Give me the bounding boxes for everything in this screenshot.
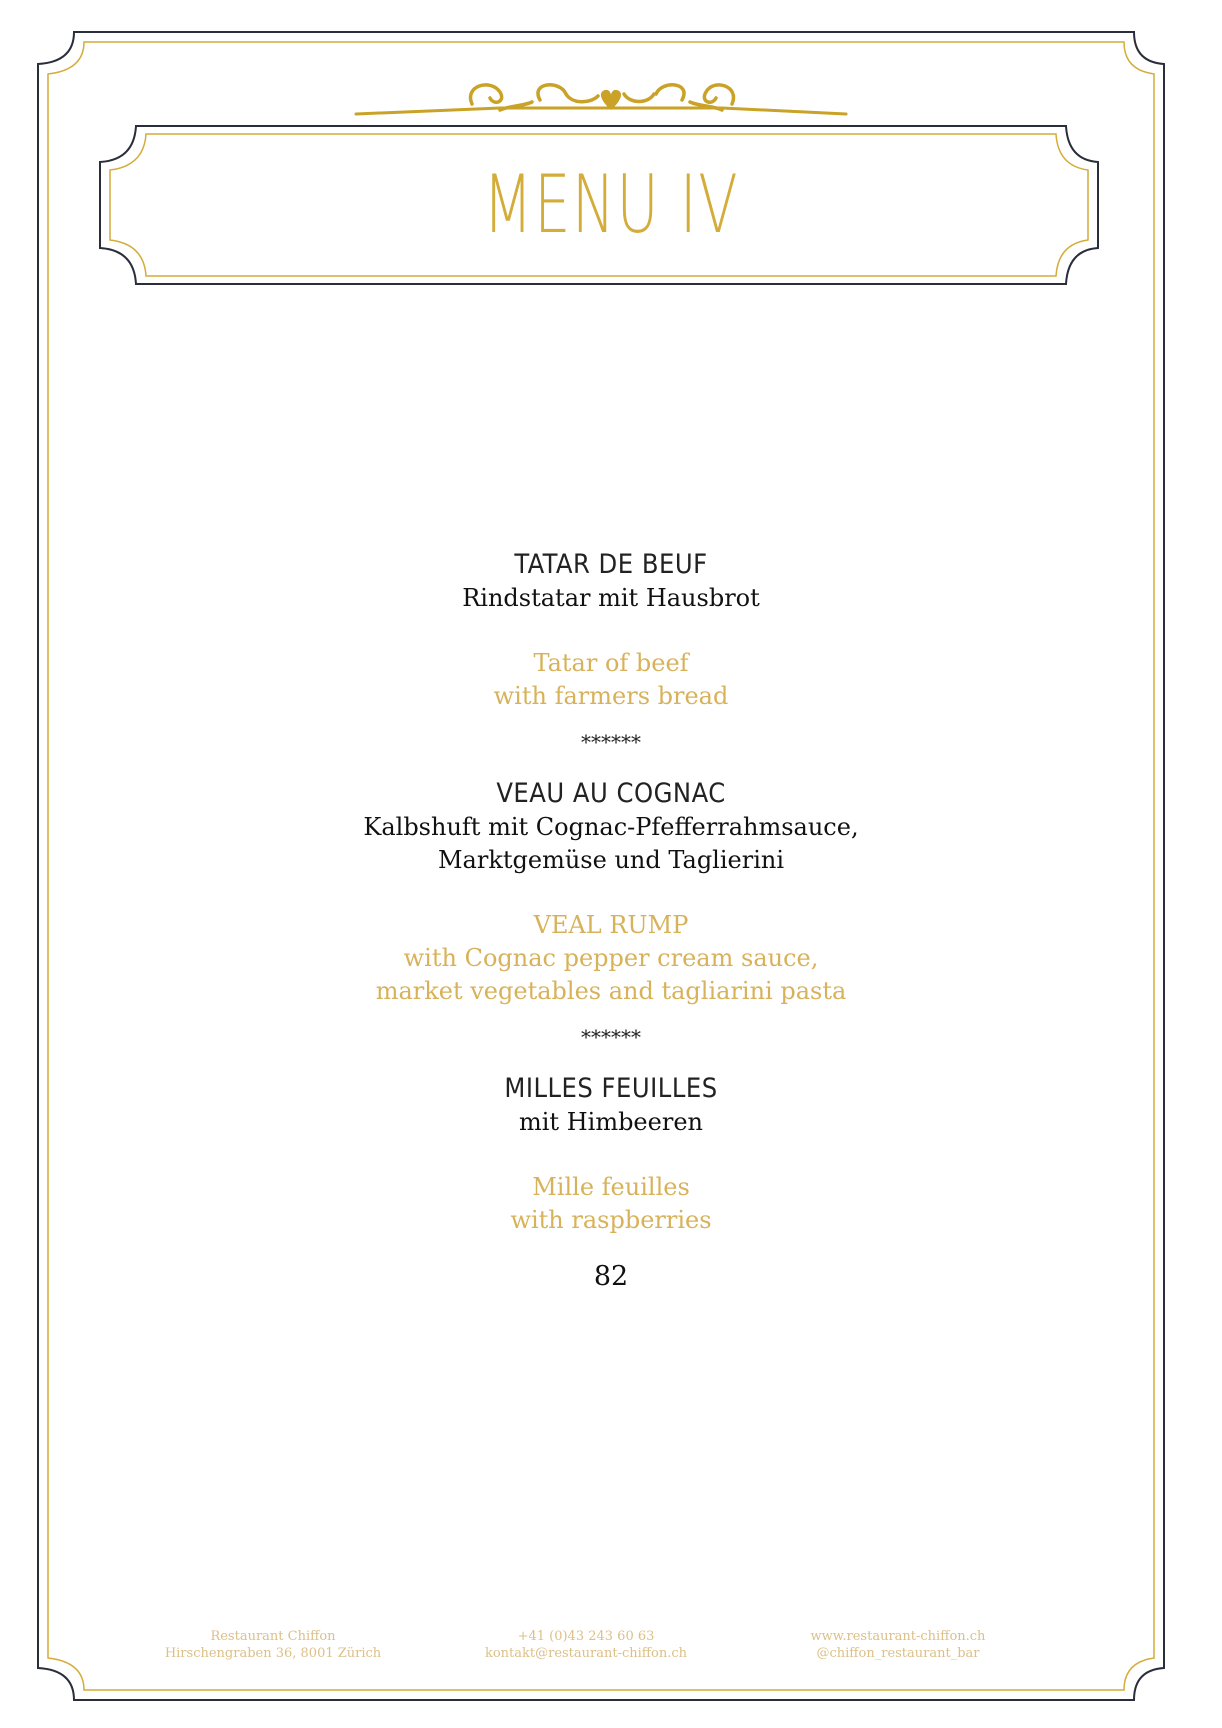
dish-description-en: with raspberries — [510, 1206, 712, 1234]
dish-name: MILLES FEUILLES — [504, 1073, 718, 1104]
dish-name: VEAU AU COGNAC — [496, 778, 726, 809]
restaurant-name: Restaurant Chiffon — [210, 1629, 336, 1644]
dish-description-de: Rindstatar mit Hausbrot — [462, 584, 760, 612]
course-1 — [0, 548, 1222, 713]
dish-name: TATAR DE BEUF — [514, 549, 708, 580]
footer-contact — [456, 1628, 716, 1662]
dish-description-de: Kalbshuft mit Cognac-Pfefferrahmsauce, — [363, 813, 859, 841]
ornament-flourish — [356, 85, 846, 114]
menu-content — [0, 548, 1222, 1292]
footer-web — [768, 1628, 1028, 1662]
instagram-handle[interactable]: @chiffon_restaurant_bar — [816, 1646, 980, 1661]
dish-description-de: Marktgemüse und Taglierini — [437, 846, 785, 874]
separator: ****** — [581, 730, 641, 754]
menu-price: 82 — [593, 1261, 629, 1292]
separator: ****** — [581, 1025, 641, 1049]
dish-description-en: market vegetables and tagliarini pasta — [375, 977, 847, 1005]
dish-description-en: with Cognac pepper cream sauce, — [403, 944, 819, 972]
dish-description-en: with farmers bread — [493, 682, 729, 710]
dish-description-en: Tatar of beef — [533, 649, 689, 677]
dish-description-de: mit Himbeeren — [519, 1108, 703, 1136]
restaurant-address: Hirschengraben 36, 8001 Zürich — [164, 1646, 382, 1661]
footer-address — [143, 1628, 403, 1662]
menu-title: MENU IV — [482, 158, 740, 251]
phone-number[interactable]: +41 (0)43 243 60 63 — [517, 1629, 655, 1644]
dish-description-en: VEAL RUMP — [533, 911, 689, 939]
course-3 — [0, 1072, 1222, 1237]
dish-description-en: Mille feuilles — [532, 1173, 690, 1201]
website-link[interactable]: www.restaurant-chiffon.ch — [810, 1629, 986, 1644]
email-address[interactable]: kontakt@restaurant-chiffon.ch — [484, 1646, 688, 1661]
course-2 — [0, 777, 1222, 1008]
